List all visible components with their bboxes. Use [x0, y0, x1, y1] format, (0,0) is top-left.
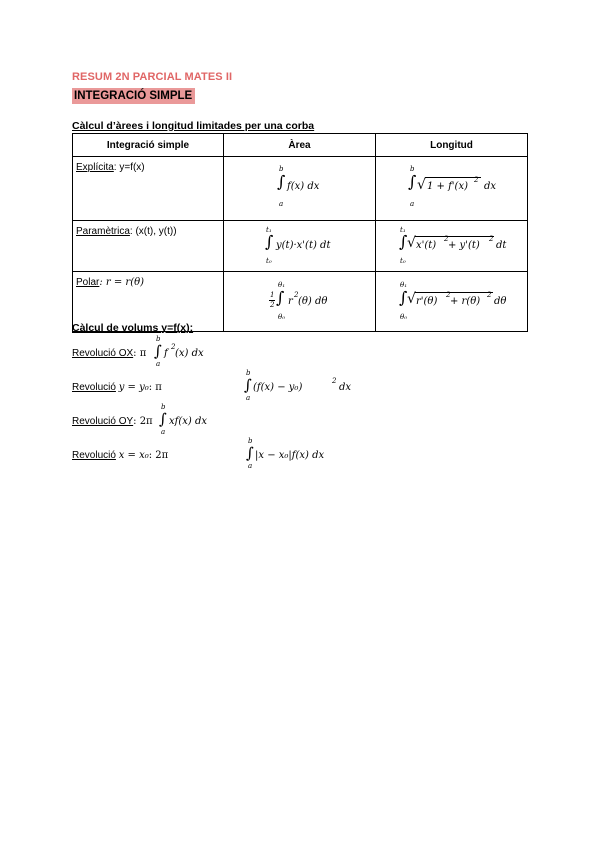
fraction-numerator: 1: [270, 291, 275, 299]
integral-sign: ∫: [244, 376, 252, 394]
column-header: Integració simple: [73, 134, 224, 157]
integrand: f: [164, 348, 168, 359]
exponent: 2: [171, 343, 176, 351]
differential: dθ: [494, 296, 507, 307]
upper-limit: b: [248, 437, 253, 445]
area-formula: [224, 157, 376, 221]
lower-limit: a: [410, 200, 415, 208]
length-formula: [376, 272, 528, 332]
row-label-name: Polar: [76, 277, 100, 288]
integrand: f(x) dx: [287, 181, 320, 192]
lower-limit: a: [248, 462, 253, 470]
volume-formula: [72, 403, 372, 436]
lower-limit: a: [246, 394, 251, 402]
area-formula: [224, 272, 376, 332]
volume-formula: [72, 335, 372, 368]
integrand: y(t)·x'(t) dt: [276, 240, 331, 251]
upper-limit: b: [156, 335, 161, 343]
sqrt-icon: √: [407, 235, 416, 251]
lower-limit: a: [279, 200, 284, 208]
integrand: (f(x) − y₀): [253, 382, 303, 393]
lower-limit: θ₀: [278, 313, 286, 321]
exponent: 2: [487, 291, 492, 299]
lower-limit: t₀: [266, 257, 272, 265]
row-label-rest: : (x(t), y(t)): [129, 226, 177, 237]
volume-prefix: : π: [148, 382, 162, 393]
exponent: 2: [294, 291, 299, 299]
section-heading: INTEGRACIÓ SIMPLE: [72, 88, 195, 104]
integral-sign: ∫: [408, 172, 417, 191]
table-row: [73, 221, 528, 272]
differential: dx: [484, 181, 497, 192]
table-row: [73, 157, 528, 221]
volume-label: [72, 382, 162, 393]
volume-axis: y = y₀: [118, 382, 149, 393]
lower-limit: t₀: [400, 257, 406, 265]
integral-sign: ∫: [399, 232, 408, 251]
row-label-name: Paramètrica: [76, 226, 130, 237]
areas-table: [72, 133, 528, 332]
sqrt-icon: √: [407, 291, 416, 307]
upper-limit: b: [246, 369, 251, 377]
volume-formula: [72, 437, 372, 470]
volume-label-name: Revolució OX: [72, 348, 134, 359]
upper-limit: t₁: [266, 226, 272, 234]
upper-limit: b: [279, 165, 284, 173]
integrand: xf(x) dx: [169, 416, 208, 427]
table-header-row: [73, 134, 528, 157]
column-header: Àrea: [224, 134, 376, 157]
volume-label: [72, 416, 153, 427]
exponent: 2: [444, 235, 449, 243]
row-label: [73, 157, 224, 221]
lower-limit: θ₀: [400, 313, 408, 321]
upper-limit: t₁: [400, 226, 406, 234]
integrand: r: [288, 296, 293, 307]
upper-limit: b: [410, 165, 415, 173]
volume-prefix: : 2π: [148, 450, 169, 461]
volume-axis: x = x₀: [118, 450, 149, 461]
integral-sign: ∫: [276, 288, 285, 307]
row-label: [73, 221, 224, 272]
volume-label-name: Revolució: [72, 450, 116, 461]
lower-limit: a: [156, 360, 161, 368]
volume-label: [72, 450, 168, 461]
integrand-part: r'(θ): [416, 296, 438, 307]
integrand-part: (x) dx: [175, 348, 204, 359]
differential: dt: [496, 240, 507, 251]
integrand-part: x'(t): [416, 240, 437, 251]
lower-limit: a: [161, 428, 166, 436]
area-formula: [224, 221, 376, 272]
fraction-denominator: 2: [270, 301, 275, 309]
volume-prefix: : π: [133, 348, 147, 359]
document-title: RESUM 2N PARCIAL MATES II: [72, 71, 233, 83]
column-header: Longitud: [376, 134, 528, 157]
integral-sign: ∫: [399, 288, 408, 307]
sqrt-bar: [415, 236, 494, 237]
exponent: 2: [446, 291, 451, 299]
volume-label: [72, 348, 146, 359]
row-label-rest: : r = r(θ): [99, 277, 145, 288]
exponent: 2: [489, 235, 494, 243]
row-label-name: Explícita: [76, 162, 114, 173]
exponent: 2: [474, 176, 479, 184]
integral-sign: ∫: [246, 444, 254, 462]
upper-limit: θ₁: [278, 281, 286, 289]
integral-sign: ∫: [159, 410, 167, 428]
volumes-heading: Càlcul de volums y=f(x):: [72, 322, 194, 334]
length-formula: [376, 157, 528, 221]
volume-label-name: Revolució OY: [72, 416, 134, 427]
integrand-part: + y'(t): [448, 240, 480, 251]
volume-formula: [72, 369, 372, 402]
row-label-rest: : y=f(x): [113, 162, 145, 173]
volume-label-name: Revolució: [72, 382, 116, 393]
upper-limit: θ₁: [400, 281, 408, 289]
integrand: |x − x₀|f(x) dx: [255, 450, 325, 461]
differential: dx: [339, 382, 352, 393]
integral-sign: ∫: [265, 232, 274, 251]
length-formula: [376, 221, 528, 272]
sqrt-icon: √: [417, 177, 426, 193]
volume-prefix: : 2π: [133, 416, 153, 427]
integrand-part: (θ) dθ: [298, 296, 328, 307]
sqrt-bar: [415, 292, 493, 293]
integrand-part: + r(θ): [450, 296, 481, 307]
exponent: 2: [332, 377, 337, 385]
integral-sign: ∫: [277, 172, 286, 191]
integrand: 1 + f'(x): [427, 181, 468, 192]
upper-limit: b: [161, 403, 166, 411]
integral-sign: ∫: [154, 342, 162, 360]
sqrt-bar: [425, 177, 481, 178]
areas-heading: Càlcul d’àrees i longitud limitades per una corba: [72, 120, 315, 132]
